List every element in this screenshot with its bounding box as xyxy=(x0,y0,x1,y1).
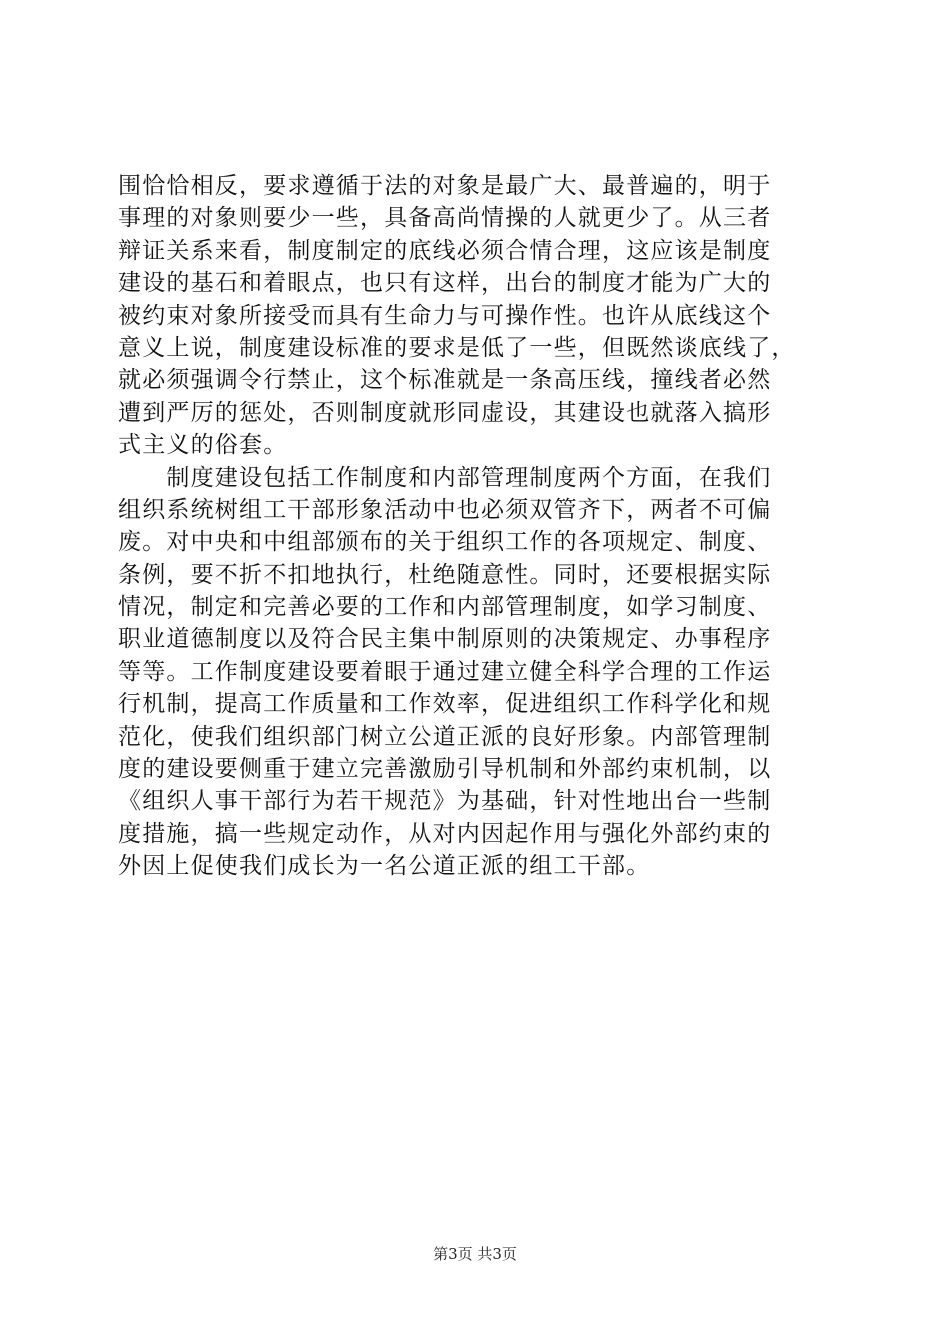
text-line: 被约束对象所接受而具有生命力与可操作性。也许从底线这个 xyxy=(118,302,772,329)
text-line: 行机制，提高工作质量和工作效率，促进组织工作科学化和规 xyxy=(118,691,772,718)
text-line: 外因上促使我们成长为一名公道正派的组工干部。 xyxy=(118,853,651,880)
text-line: 围恰恰相反，要求遵循于法的对象是最广大、最普遍的，明于 xyxy=(118,173,772,199)
text-line: 意义上说，制度建设标准的要求是低了一些，但既然谈底线了， xyxy=(118,334,796,361)
text-line: 情况，制定和完善必要的工作和内部管理制度，如学习制度、 xyxy=(118,594,772,621)
text-line: 条例，要不折不扣地执行，杜绝随意性。同时，还要根据实际 xyxy=(118,561,772,588)
text-line: 度的建设要侧重于建立完善激励引导机制和外部约束机制，以 xyxy=(118,756,772,783)
text-line: 范化，使我们组织部门树立公道正派的良好形象。内部管理制 xyxy=(118,723,772,750)
text-line: 事理的对象则要少一些，具备高尚情操的人就更少了。从三者 xyxy=(118,205,772,232)
text-line: 《组织人事干部行为若干规范》为基础，针对性地出台一些制 xyxy=(118,788,772,815)
text-line: 式主义的俗套。 xyxy=(118,432,288,459)
text-line: 度措施，搞一些规定动作，从对内因起作用与强化外部约束的 xyxy=(118,820,772,847)
text-line: 组织系统树组工干部形象活动中也必须双管齐下，两者不可偏 xyxy=(118,496,772,523)
text-line: 辩证关系来看，制度制定的底线必须合情合理，这应该是制度 xyxy=(118,237,772,264)
text-line: 就必须强调令行禁止，这个标准就是一条高压线，撞线者必然 xyxy=(118,367,772,394)
text-line: 废。对中央和中组部颁布的关于组织工作的各项规定、制度、 xyxy=(118,529,772,556)
page-number-footer: 第3页 共3页 xyxy=(433,1245,517,1263)
text-line: 遭到严厉的惩处，否则制度就形同虚设，其建设也就落入搞形 xyxy=(118,399,772,426)
text-line: 制度建设包括工作制度和内部管理制度两个方面，在我们 xyxy=(118,464,772,491)
body-text xyxy=(118,170,838,883)
text-line: 建设的基石和着眼点，也只有这样，出台的制度才能为广大的 xyxy=(118,270,772,297)
text-line: 职业道德制度以及符合民主集中制原则的决策规定、办事程序 xyxy=(118,626,772,653)
text-line: 等等。工作制度建设要着眼于通过建立健全科学合理的工作运 xyxy=(118,658,772,685)
